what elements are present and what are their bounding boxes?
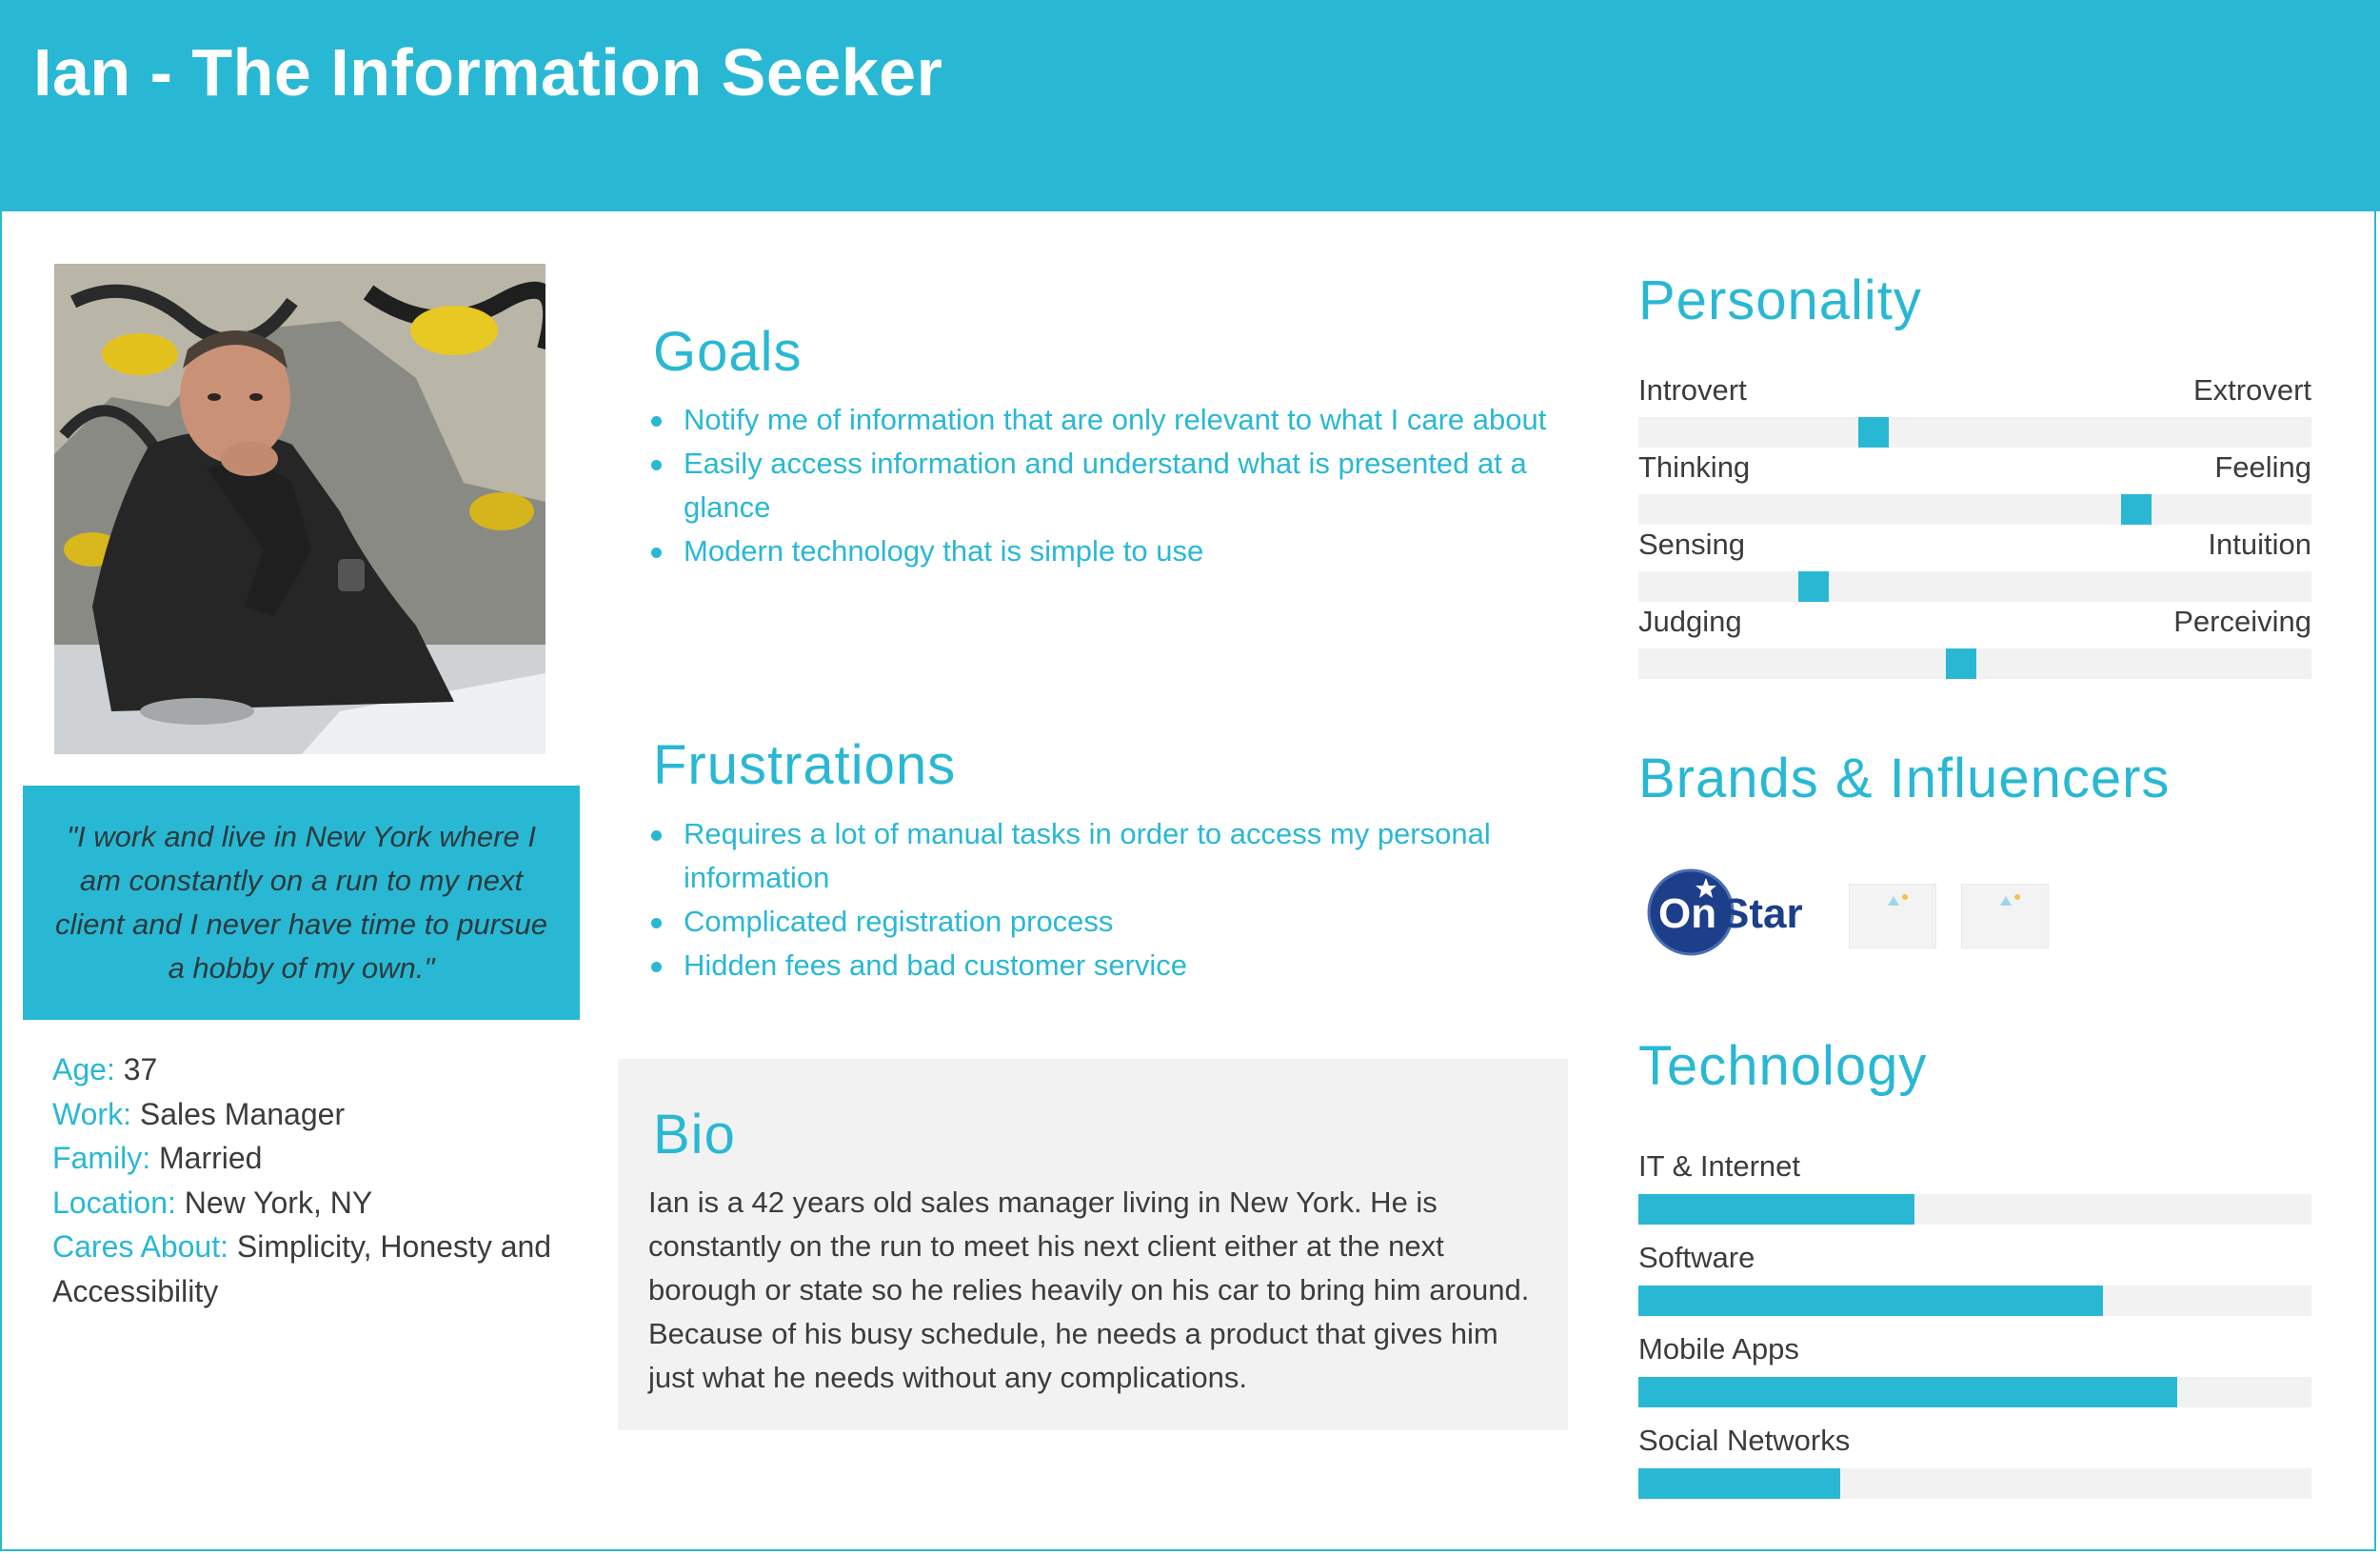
frustration-item: Complicated registration process bbox=[647, 900, 1552, 944]
tech-fill bbox=[1638, 1377, 2177, 1407]
trait-track bbox=[1638, 494, 2311, 525]
tech-label: IT & Internet bbox=[1638, 1149, 1801, 1183]
trait-right-label: Intuition bbox=[2208, 528, 2311, 561]
trait-row-sensing-intuition bbox=[1638, 526, 2311, 602]
page-title: Ian - The Information Seeker bbox=[33, 35, 943, 110]
trait-marker bbox=[2121, 494, 2152, 525]
tech-track bbox=[1638, 1377, 2311, 1407]
trait-track bbox=[1638, 417, 2311, 448]
technology-title: Technology bbox=[1638, 1035, 1928, 1097]
tech-row-software bbox=[1638, 1239, 2311, 1316]
fact-family-label: Family: bbox=[52, 1141, 151, 1175]
frustration-item: Hidden fees and bad customer service bbox=[647, 944, 1552, 987]
tech-fill bbox=[1638, 1468, 1840, 1499]
frustration-item: Requires a lot of manual tasks in order to access my personal information bbox=[647, 812, 1552, 900]
tech-row-social-networks bbox=[1638, 1422, 2311, 1499]
brands-title: Brands & Influencers bbox=[1638, 748, 2171, 809]
personality-title: Personality bbox=[1638, 269, 1922, 331]
fact-family-value: Married bbox=[159, 1141, 263, 1175]
fact-location-label: Location: bbox=[52, 1185, 176, 1220]
persona-facts bbox=[52, 1047, 566, 1313]
trait-track bbox=[1638, 648, 2311, 679]
trait-track bbox=[1638, 571, 2311, 602]
fact-work bbox=[52, 1092, 566, 1137]
fact-location-value: New York, NY bbox=[184, 1185, 373, 1220]
trait-right-label: Extrovert bbox=[2192, 373, 2311, 407]
trait-marker bbox=[1798, 571, 1829, 602]
onstar-logo-on: On bbox=[1658, 890, 1717, 937]
tech-row-it-internet bbox=[1638, 1147, 2311, 1225]
goal-item: Notify me of information that are only relevant to what I care about bbox=[647, 398, 1552, 442]
tech-track bbox=[1638, 1286, 2311, 1316]
fact-family bbox=[52, 1136, 566, 1181]
trait-row-introvert-extrovert bbox=[1638, 371, 2311, 448]
persona-portrait-image bbox=[54, 264, 545, 754]
fact-age bbox=[52, 1047, 566, 1092]
tech-label: Social Networks bbox=[1638, 1424, 1851, 1457]
fact-cares bbox=[52, 1225, 566, 1313]
fact-work-value: Sales Manager bbox=[139, 1096, 346, 1131]
header-banner bbox=[0, 0, 2380, 211]
trait-marker bbox=[1946, 648, 1976, 679]
fact-age-label: Age: bbox=[52, 1052, 115, 1087]
trait-left-label: Introvert bbox=[1638, 373, 1747, 407]
bio-text: Ian is a 42 years old sales manager living in New York. He is constantly on the run to meet his next client either at the next borough or state so he relies heavily on his car to bring him around. Because of his busy schedule, he needs a product that gives him just what he needs without any complications. bbox=[648, 1186, 1530, 1394]
fact-work-label: Work: bbox=[52, 1096, 131, 1131]
tech-label: Software bbox=[1638, 1241, 1755, 1274]
trait-left-label: Judging bbox=[1638, 605, 1742, 638]
frustrations-list bbox=[647, 812, 1552, 987]
fact-cares-value: Simplicity, Honesty and Accessibility bbox=[52, 1229, 552, 1308]
goal-item: Modern technology that is simple to use bbox=[647, 529, 1552, 573]
brand-placeholder-image bbox=[1961, 884, 2049, 948]
tech-label: Mobile Apps bbox=[1638, 1332, 1799, 1366]
brand-placeholder-image bbox=[1849, 884, 1936, 948]
trait-marker bbox=[1858, 417, 1889, 448]
onstar-logo bbox=[1645, 865, 1835, 960]
trait-left-label: Thinking bbox=[1638, 450, 1751, 484]
fact-cares-label: Cares About: bbox=[52, 1229, 228, 1264]
tech-fill bbox=[1638, 1194, 1914, 1225]
goals-list bbox=[647, 398, 1552, 573]
tech-fill bbox=[1638, 1286, 2103, 1316]
frustrations-title: Frustrations bbox=[653, 734, 957, 796]
persona-quote-box bbox=[23, 786, 580, 1020]
tech-track bbox=[1638, 1194, 2311, 1225]
fact-location bbox=[52, 1181, 566, 1226]
onstar-logo-star: Star bbox=[1721, 890, 1803, 937]
bio-title: Bio bbox=[653, 1104, 736, 1166]
persona-quote: "I work and live in New York where I am constantly on a run to my next client and I never have time to pursue a hobby of my own." bbox=[55, 820, 547, 985]
trait-left-label: Sensing bbox=[1638, 528, 1746, 561]
trait-right-label: Feeling bbox=[2214, 450, 2311, 484]
persona-photo bbox=[54, 264, 545, 754]
trait-row-judging-perceiving bbox=[1638, 603, 2311, 679]
fact-age-value: 37 bbox=[123, 1052, 158, 1087]
goals-title: Goals bbox=[653, 321, 803, 383]
trait-right-label: Perceiving bbox=[2173, 605, 2311, 638]
trait-row-thinking-feeling bbox=[1638, 449, 2311, 525]
tech-track bbox=[1638, 1468, 2311, 1499]
tech-row-mobile-apps bbox=[1638, 1330, 2311, 1407]
goal-item: Easily access information and understand what is presented at a glance bbox=[647, 442, 1552, 529]
